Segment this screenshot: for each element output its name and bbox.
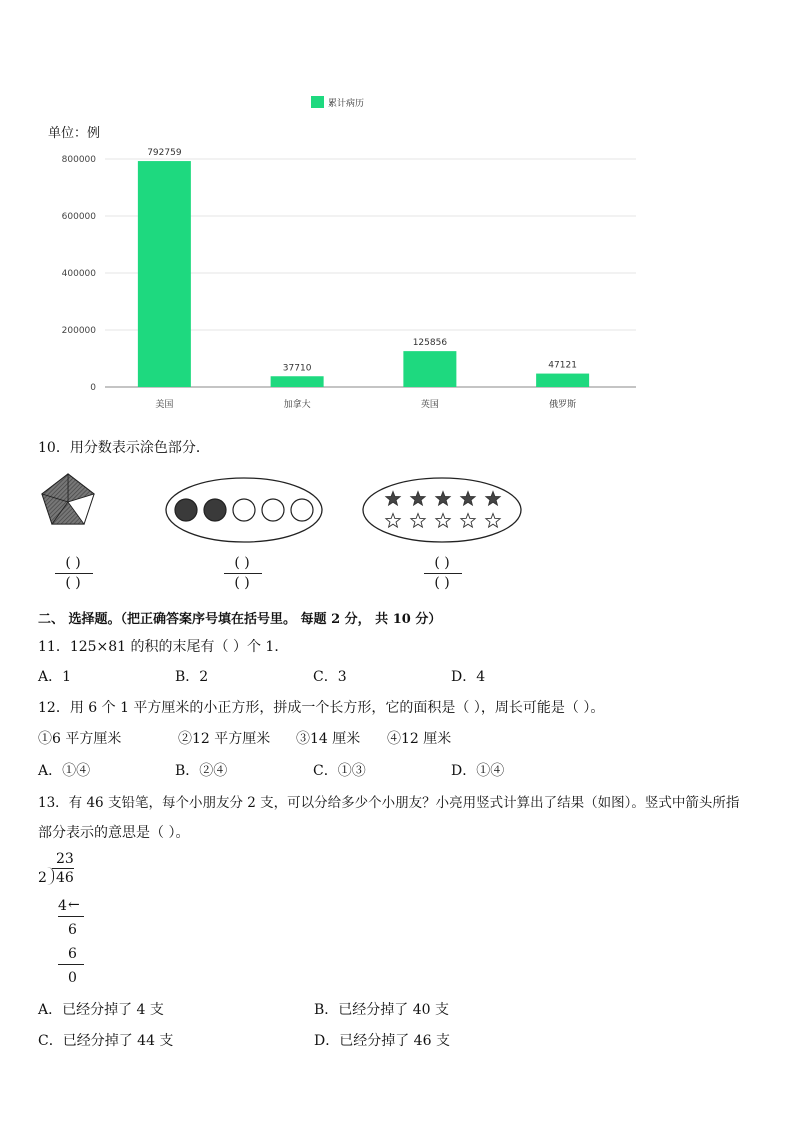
q13-text-line2: 部分表示的意思是（ ）。 (38, 825, 190, 841)
q13-option-a[interactable]: A．已经分掉了 4 支 (38, 1002, 164, 1018)
empty-circle (291, 499, 313, 521)
q12-choice-1: ①6 平方厘米 (38, 731, 122, 747)
bar (138, 161, 191, 387)
x-category-label: 俄罗斯 (549, 400, 577, 410)
bar-value-label: 37710 (282, 363, 312, 374)
quotient-line (52, 868, 74, 869)
fraction-blank-numerator-1[interactable]: ( ) (65, 555, 81, 571)
shaded-pentagon (42, 474, 94, 524)
fraction-blank-numerator-2[interactable]: ( ) (234, 555, 250, 571)
fraction-bar-3 (424, 573, 462, 574)
x-category-label: 英国 (420, 400, 439, 410)
empty-circle (233, 499, 255, 521)
q13-text-line1: 13．有 46 支铅笔，每个小朋友分 2 支，可以分给多少个小朋友？小亮用竖式计算出了结果（如图）。竖式中箭头所指 (38, 795, 740, 811)
q11-option-a[interactable]: A．1 (38, 669, 72, 685)
arrow-icon: ← (68, 897, 80, 913)
legend-label: 累计病历 (328, 99, 365, 109)
q13-option-b[interactable]: B．已经分掉了 40 支 (314, 1002, 450, 1018)
bar (403, 351, 456, 387)
dividend: 46 (56, 870, 74, 886)
fraction-blank-denominator-1[interactable]: ( ) (65, 575, 81, 591)
q10-figures (0, 470, 794, 600)
quotient: 23 (56, 851, 74, 867)
step2-line (58, 964, 84, 965)
q12-choice-4: ④12 厘米 (387, 731, 452, 747)
filled-circle (175, 499, 197, 521)
final-remainder: 0 (68, 970, 77, 986)
fraction-bar-2 (224, 573, 262, 574)
bar-value-label: 792759 (147, 148, 182, 159)
legend-swatch (311, 96, 324, 108)
circles-group (166, 478, 322, 542)
x-category-label: 美国 (155, 400, 174, 410)
q11-option-d[interactable]: D．4 (451, 669, 486, 685)
q12-option-a[interactable]: A．①④ (38, 763, 91, 779)
section-heading: 二、 选择题。（把正确答案序号填在括号里。 每题 2 分， 共 10 分） (38, 612, 442, 627)
q11-option-b[interactable]: B．2 (175, 669, 209, 685)
q12-option-c[interactable]: C．①③ (313, 763, 366, 779)
stars-group (363, 478, 521, 542)
q10-title: 10．用分数表示涂色部分． (38, 440, 210, 456)
fraction-bar-1 (55, 573, 93, 574)
q12-option-b[interactable]: B．②④ (175, 763, 228, 779)
filled-circle (204, 499, 226, 521)
q11-text: 11．125×81 的积的末尾有（ ）个 1． (38, 639, 289, 655)
fraction-blank-denominator-2[interactable]: ( ) (234, 575, 250, 591)
bar-value-label: 47121 (548, 360, 577, 371)
y-tick-label: 600000 (61, 212, 96, 222)
empty-circle (262, 499, 284, 521)
bar-value-label: 125856 (412, 338, 448, 349)
fraction-blank-numerator-3[interactable]: ( ) (434, 555, 450, 571)
y-tick-label: 400000 (61, 269, 96, 279)
x-category-label: 加拿大 (283, 400, 311, 410)
q12-option-d[interactable]: D．①④ (451, 763, 505, 779)
division-bracket (47, 867, 54, 885)
y-tick-label: 200000 (61, 326, 96, 336)
remainder1: 6 (68, 922, 77, 938)
bar-chart (0, 0, 794, 420)
q12-text: 12．用 6 个 1 平方厘米的小正方形，拼成一个长方形，它的面积是（ ），周长可能是（ ）。 (38, 700, 605, 716)
q13-option-d[interactable]: D．已经分掉了 46 支 (314, 1033, 450, 1049)
step2-product: 6 (68, 946, 77, 962)
divisor: 2 (38, 870, 47, 886)
step1-product: 4 (58, 898, 67, 914)
q11-option-c[interactable]: C．3 (313, 669, 347, 685)
y-tick-label: 0 (90, 383, 96, 393)
chart-unit-label: 单位：例 (48, 126, 101, 141)
q12-choice-3: ③14 厘米 (296, 731, 361, 747)
bar (271, 376, 324, 387)
q13-option-c[interactable]: C．已经分掉了 44 支 (38, 1033, 174, 1049)
y-tick-label: 800000 (61, 155, 96, 165)
step1-line (58, 916, 84, 917)
fraction-blank-denominator-3[interactable]: ( ) (434, 575, 450, 591)
q12-choice-2: ②12 平方厘米 (178, 731, 271, 747)
bar (536, 374, 589, 387)
